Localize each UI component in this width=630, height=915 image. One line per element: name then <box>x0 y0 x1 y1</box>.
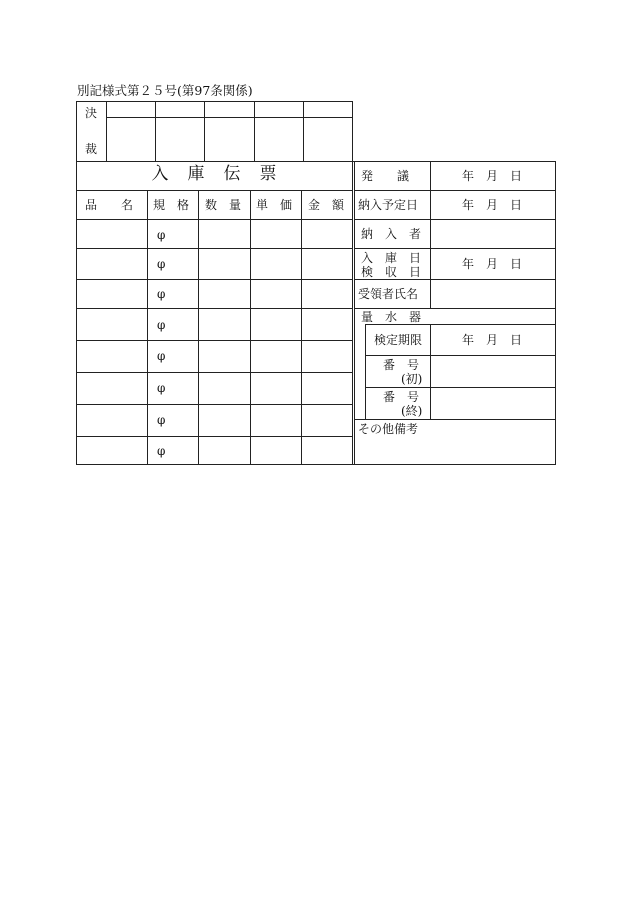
phi-symbol: φ <box>157 349 166 363</box>
label-final: (終) <box>401 404 423 418</box>
label-supplier: 納 入 者 <box>361 227 422 241</box>
column-header-spec: 規 格 <box>153 198 190 212</box>
phi-symbol: φ <box>157 444 166 458</box>
phi-symbol: φ <box>157 318 166 332</box>
label-delivery-scheduled-date: 納入予定日 <box>358 198 419 212</box>
phi-symbol: φ <box>157 413 166 427</box>
label-number-initial: 番 号 <box>383 358 420 372</box>
form-caption: 別記様式第２５号(第97条関係) <box>77 83 253 98</box>
label-hatsugi: 発 議 <box>361 169 410 183</box>
approval-label-top: 決 <box>85 106 98 120</box>
column-header-item-name: 品 名 <box>85 198 134 212</box>
label-other-remarks: その他備考 <box>358 422 419 436</box>
phi-symbol: φ <box>157 257 166 271</box>
column-header-quantity: 数 量 <box>205 198 242 212</box>
column-header-unit-price: 単 価 <box>256 198 293 212</box>
label-inspection-date: 検 収 日 <box>361 265 422 279</box>
date-calibration-expiry: 年 月 日 <box>462 333 523 347</box>
label-recipient-name: 受領者氏名 <box>358 287 419 301</box>
column-header-amount: 金 額 <box>308 198 345 212</box>
phi-symbol: φ <box>157 287 166 301</box>
approval-label-bottom: 裁 <box>85 142 98 156</box>
label-calibration-expiry: 検定期限 <box>374 333 423 347</box>
date-receipt: 年 月 日 <box>462 257 523 271</box>
phi-symbol: φ <box>157 381 166 395</box>
date-hatsugi: 年 月 日 <box>462 169 523 183</box>
label-initial: (初) <box>401 372 423 386</box>
form-title: 入 庫 伝 票 <box>151 164 278 184</box>
label-water-meter: 量 水 器 <box>361 310 422 324</box>
phi-symbol: φ <box>157 228 166 242</box>
label-number-final: 番 号 <box>383 390 420 404</box>
date-delivery-scheduled: 年 月 日 <box>462 198 523 212</box>
label-receipt-date: 入 庫 日 <box>361 251 422 265</box>
